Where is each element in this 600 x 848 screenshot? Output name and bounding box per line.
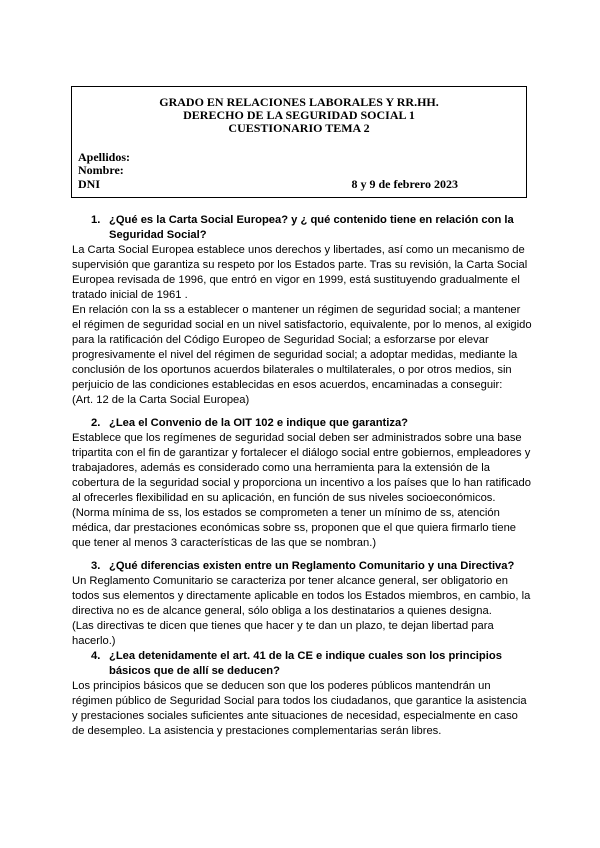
answer-3-paragraph: Un Reglamento Comunitario se caracteriza por tener alcance general, ser obligatorio en todos sus elementos y directamente aplicable en todos los Estados miembros, en cambio, la directiva no es de alcance general, sólo obliga a los destinatarios a quienes designa. (72, 575, 531, 617)
questionnaire-title: CUESTIONARIO TEMA 2 (228, 121, 370, 135)
answer-1-paragraph: (Art. 12 de la Carta Social Europea) (72, 394, 250, 406)
answer-3-paragraph: (Las directivas te dicen que tienes que hacer y te dan un plazo, te dejan libertad para hacerlo.) (72, 620, 494, 647)
answer-4-paragraph: Los principios básicos que se deducen son que los poderes públicos mantendrán un régimen público de Seguridad Social para todos los ciudadanos, que garantice la asistencia y prestaciones sociales suficientes ante situaciones de necesidad, especialmente en caso de desempleo. La asistencia y prestaciones complementarias serán libres. (72, 680, 527, 737)
answer-1-paragraph: La Carta Social Europea establece unos derechos y libertades, así como un mecanismo de supervisión que garantiza su respeto por los Estados parte. Tras su revisión, la Carta Social Europea revisada de 1996, que entró en vigor en 1999, está sustituyendo gradualmente el tratado inicial de 1961 . (72, 244, 528, 301)
header-box (71, 86, 527, 198)
question-number: 2. (91, 417, 101, 429)
question-number: 3. (91, 560, 101, 572)
answer-2-paragraph: (Norma mínima de ss, los estados se comprometen a tener un mínimo de ss, atención médica, dar prestaciones económicas sobre ss, proponen que el que quiera firmarlo tiene que tener al menos 3 características de las que se nombran.) (72, 507, 517, 549)
question-2 (72, 416, 532, 431)
nombre-label: Nombre: (78, 163, 124, 177)
question-3 (72, 559, 532, 574)
question-number: 1. (91, 214, 101, 226)
apellidos-label: Apellidos: (78, 150, 131, 164)
exam-date: 8 y 9 de febrero 2023 (351, 177, 458, 191)
question-1 (72, 213, 532, 243)
question-4 (72, 649, 532, 679)
questionnaire-content (72, 213, 532, 739)
question-text: ¿Lea detenidamente el art. 41 de la CE e indique cuales son los principios básicos que de allí se deducen? (109, 650, 502, 677)
answer-1-paragraph: En relación con la ss a establecer o mantener un régimen de seguridad social; a mantener el régimen de seguridad social en un nivel satisfactorio, equivalente, por lo menos, al exigido para la ratificación del Código Europeo de Seguridad Social; a esforzarse por elevar progresivamente el nivel del régimen de seguridad social; a adoptar medidas, mediante la conclusión de los oportunos acuerdos bilaterales o multilaterales, o por otros medios, sin perjuicio de las condiciones establecidas en esos acuerdos, encaminadas a conseguir: (72, 304, 532, 391)
question-number: 4. (91, 650, 101, 662)
subject-title: DERECHO DE LA SEGURIDAD SOCIAL 1 (183, 108, 415, 122)
question-text: ¿Qué es la Carta Social Europea? y ¿ qué contenido tiene en relación con la Seguridad Social? (109, 214, 514, 241)
degree-title: GRADO EN RELACIONES LABORALES Y RR.HH. (159, 95, 439, 109)
dni-label: DNI (78, 177, 101, 191)
question-text: ¿Qué diferencias existen entre un Reglamento Comunitario y una Directiva? (109, 560, 515, 572)
question-text: ¿Lea el Convenio de la OIT 102 e indique que garantiza? (109, 417, 409, 429)
answer-2-paragraph: Establece que los regímenes de seguridad social deben ser administrados sobre una base tripartita con el fin de garantizar y fortalecer el diálogo social entre gobiernos, empleadores y trabajadores, además es considerado como una herramienta para la extensión de la cobertura de la seguridad social y proporciona un incentivo a los países que lo han ratificado al ofrecerles flexibilidad en su aplicación, en función de sus niveles socioeconómicos. (72, 432, 531, 504)
